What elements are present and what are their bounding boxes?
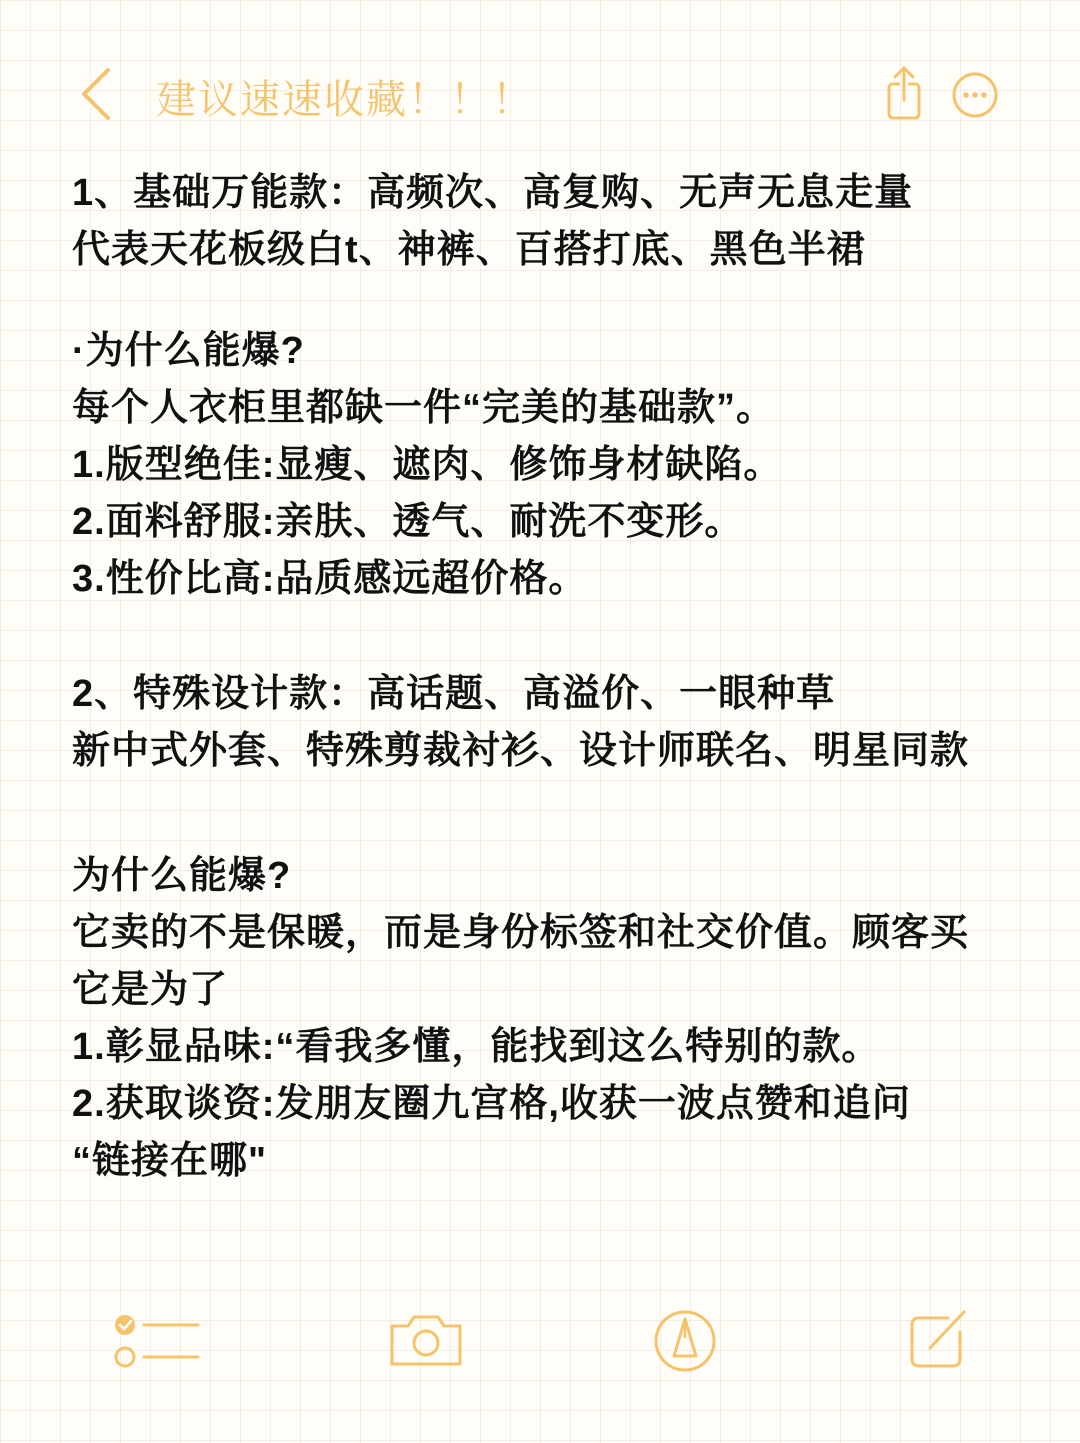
note-line: 新中式外套、特殊剪裁衬衫、设计师联名、明星同款: [72, 730, 970, 772]
nav-bar: [0, 0, 1080, 190]
note-line: 每个人衣柜里都缺一件“完美的基础款”。: [72, 387, 776, 429]
note-title: 建议速速收藏！！！: [156, 78, 534, 122]
pen-icon: [652, 1308, 718, 1374]
note-line: 1、基础万能款：高频次、高复购、无声无息走量: [72, 172, 914, 214]
more-icon: [950, 70, 1000, 120]
note-body[interactable]: [72, 165, 1032, 1190]
note-line: 1.版型绝佳:显瘦、遮肉、修饰身材缺陷。: [72, 444, 783, 486]
note-line: 它卖的不是保暖，而是身份标签和社交价值。顾客买: [72, 912, 970, 954]
camera-icon: [388, 1312, 464, 1368]
compose-icon: [908, 1308, 972, 1370]
note-line: 它是为了: [72, 969, 229, 1011]
back-button[interactable]: [72, 62, 122, 126]
note-line: 代表天花板级白t、神裤、百搭打底、黑色半裙: [72, 229, 866, 271]
bottom-toolbar: [0, 1290, 1080, 1400]
note-line: 为什么能爆?: [72, 855, 292, 897]
markup-button[interactable]: [652, 1308, 718, 1374]
note-line: 3.性价比高:品质感远超价格。: [72, 558, 588, 600]
checklist-icon: [110, 1310, 210, 1370]
note-line: ·为什么能爆?: [72, 330, 305, 372]
note-line: 1.彰显品味:“看我多懂，能找到这么特别的款。: [72, 1026, 881, 1068]
note-line: 2.获取谈资:发朋友圈九宫格,收获一波点赞和追问: [72, 1083, 911, 1125]
share-button[interactable]: [880, 64, 928, 122]
chevron-left-icon: [72, 62, 122, 126]
camera-button[interactable]: [388, 1312, 464, 1368]
note-line: 2、特殊设计款：高话题、高溢价、一眼种草: [72, 673, 836, 715]
more-button[interactable]: [950, 70, 1000, 120]
note-line: 2.面料舒服:亲肤、透气、耐洗不变形。: [72, 501, 744, 543]
note-line: “链接在哪": [72, 1140, 268, 1182]
checklist-button[interactable]: [110, 1310, 210, 1370]
share-icon: [880, 64, 928, 122]
compose-button[interactable]: [908, 1308, 972, 1370]
